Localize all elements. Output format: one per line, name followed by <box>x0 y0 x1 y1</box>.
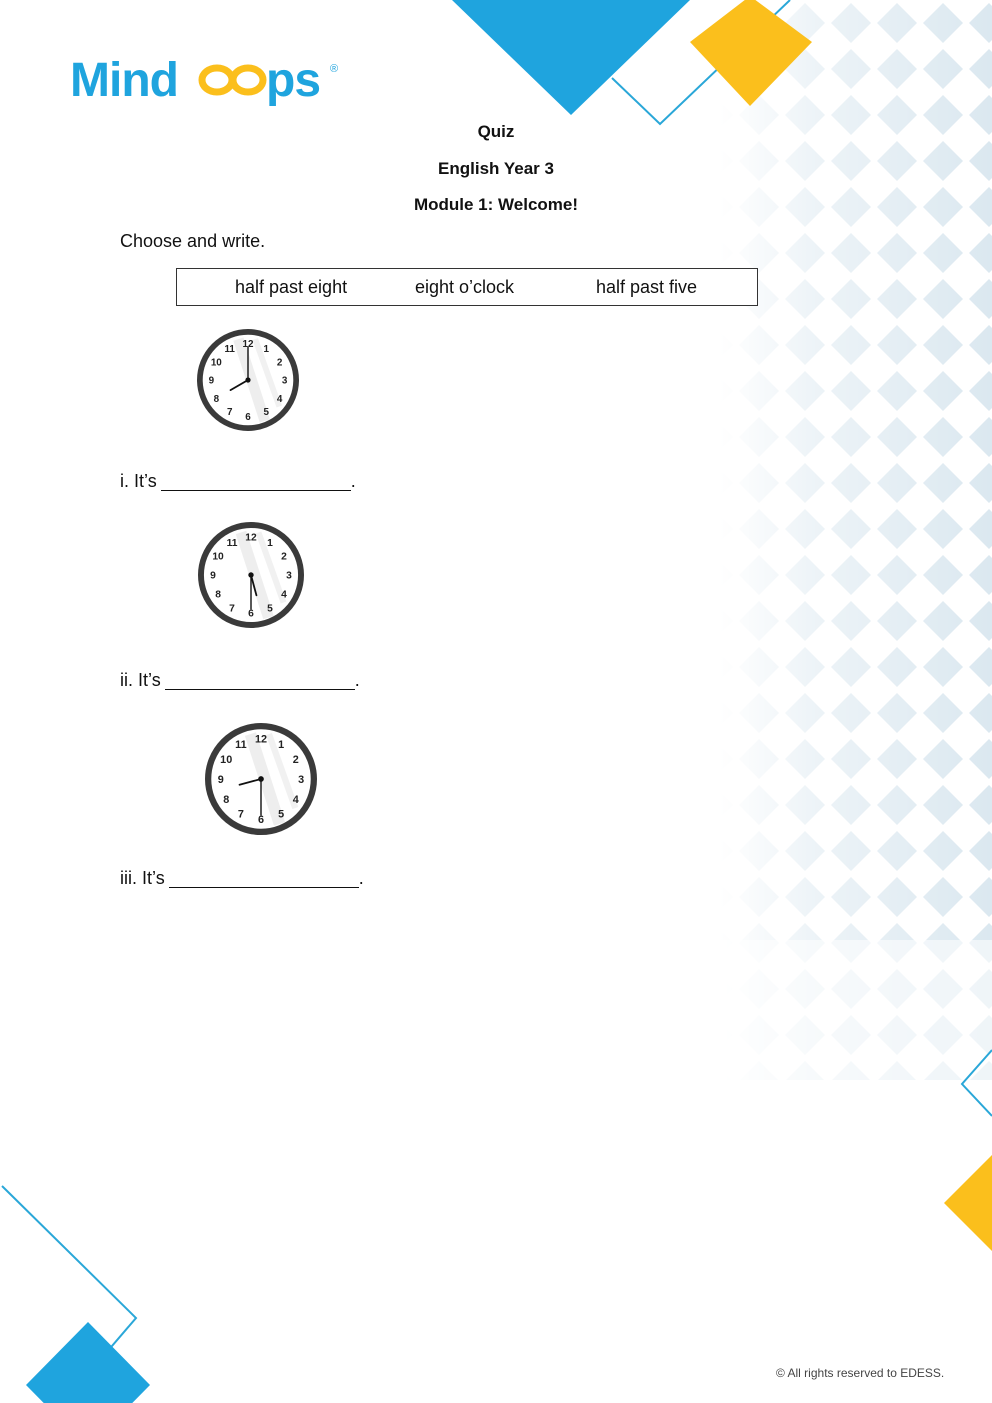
clock-number: 4 <box>292 793 299 806</box>
clock-number: 4 <box>281 589 287 601</box>
clock-number: 5 <box>278 808 285 821</box>
clock-number: 1 <box>263 343 270 355</box>
word-option: eight o’clock <box>415 277 515 297</box>
answer-line-3: iii. It’s . <box>120 868 364 888</box>
quiz-title: Quiz <box>477 122 515 141</box>
clock-number: 6 <box>248 608 254 620</box>
svg-text:®: ® <box>330 63 339 75</box>
clock-number: 11 <box>226 537 238 549</box>
clock-number: 10 <box>210 357 222 369</box>
clock-number: 7 <box>237 808 244 821</box>
instruction-text: Choose and write. <box>120 231 266 251</box>
clock-center <box>245 377 250 382</box>
clock-number: 12 <box>245 532 257 544</box>
clock-number: 3 <box>281 375 288 387</box>
clock-number: 9 <box>208 375 215 387</box>
clock-number: 8 <box>213 393 220 405</box>
clock-number: 10 <box>212 551 224 563</box>
module-title: Module 1: Welcome! <box>413 195 579 214</box>
copyright-footer: © All rights reserved to EDESS. <box>776 1366 945 1380</box>
clock-number: 5 <box>263 407 270 419</box>
word-option: half past eight <box>235 277 348 297</box>
blue-outline-bottom-left <box>2 1186 136 1360</box>
clock-icon <box>196 328 300 432</box>
clock-number: 5 <box>267 603 273 615</box>
infinity-loop-icon <box>202 68 263 92</box>
svg-text:ps: ps <box>266 54 321 107</box>
clock-number: 6 <box>257 814 265 827</box>
clock-number: 11 <box>224 343 235 355</box>
answer-blank[interactable] <box>169 869 359 888</box>
word-option: half past five <box>596 277 698 297</box>
svg-text:Mind: Mind <box>70 54 178 107</box>
clock-number: 7 <box>229 603 235 615</box>
clock-number: 10 <box>220 753 233 766</box>
subject-title: English Year 3 <box>438 159 554 178</box>
clock-number: 2 <box>292 753 299 766</box>
blue-triangle <box>452 0 690 115</box>
clock-number: 9 <box>210 570 216 582</box>
yellow-diamond-right <box>944 1155 992 1251</box>
clock-number: 3 <box>298 773 305 786</box>
clock-number: 4 <box>276 393 283 405</box>
clock-number: 12 <box>254 733 268 746</box>
clock-number: 8 <box>215 589 221 601</box>
clock-icon <box>197 521 305 629</box>
clock-number: 3 <box>286 570 292 582</box>
clock-icon <box>204 722 318 836</box>
clock-number: 8 <box>223 793 230 806</box>
clock-number: 6 <box>245 412 251 424</box>
clock-center <box>258 776 264 782</box>
clock-number: 2 <box>276 357 283 369</box>
clock-number: 12 <box>242 338 254 350</box>
clock-number: 2 <box>281 551 287 563</box>
clock-number: 11 <box>235 739 247 752</box>
clock-center <box>248 572 253 577</box>
clock-number: 7 <box>226 407 233 419</box>
mindloops-logo <box>70 52 350 112</box>
answer-line-1: i. It’s . <box>120 471 356 491</box>
clock-number: 1 <box>267 537 273 549</box>
clock-number: 1 <box>278 739 285 752</box>
answer-line-2: ii. It’s . <box>120 670 360 690</box>
clock-number: 9 <box>217 773 224 786</box>
word-bank <box>176 268 758 306</box>
answer-blank[interactable] <box>161 472 351 491</box>
blue-diamond-bottom-left <box>26 1322 150 1403</box>
answer-blank[interactable] <box>165 671 355 690</box>
